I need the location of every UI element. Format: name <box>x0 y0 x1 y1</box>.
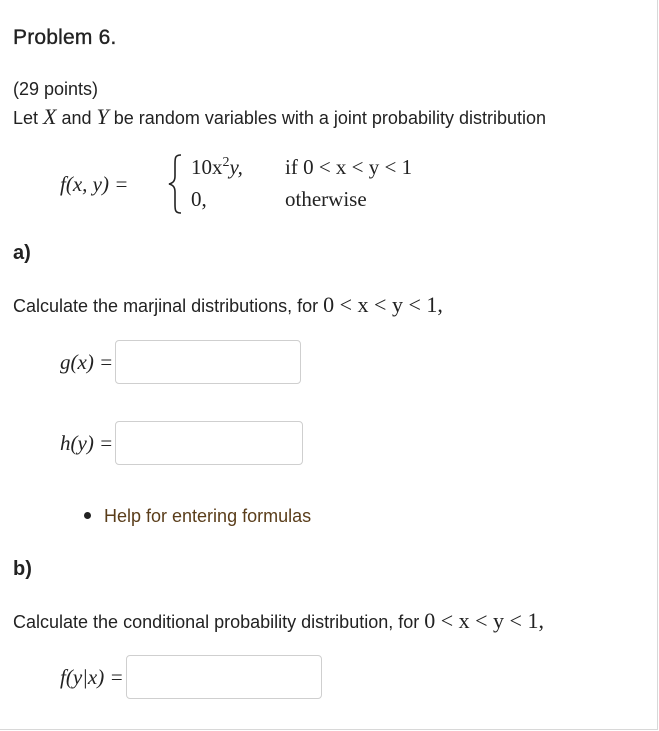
part-b-instruction-math: 0 < x < y < 1, <box>424 608 544 633</box>
part-a-instruction <box>13 292 443 318</box>
problem-title: Problem 6. <box>13 26 117 49</box>
part-a-instruction-math: 0 < x < y < 1, <box>323 292 443 317</box>
part-a-label: a) <box>13 242 31 264</box>
f-conditional-answer-input[interactable] <box>126 655 322 699</box>
f-conditional-answer-row <box>60 655 322 699</box>
joint-distribution-lhs: f(x, y) = <box>60 172 129 196</box>
problem-intro <box>13 104 546 130</box>
intro-text-start: Let <box>13 108 44 128</box>
g-answer-input[interactable] <box>115 340 301 384</box>
f-conditional-label: f(y|x) = <box>60 664 124 689</box>
intro-text-and: and <box>56 108 97 128</box>
help-list-item <box>84 506 311 527</box>
case-1-condition: if 0 < x < y < 1 <box>285 155 413 179</box>
bullet-icon <box>84 512 91 519</box>
problem-points: (29 points) <box>13 79 99 99</box>
part-a-instruction-text: Calculate the marjinal distributions, for <box>13 296 324 316</box>
variable-y: Y <box>96 104 109 129</box>
part-b-instruction <box>13 608 544 634</box>
part-b-instruction-text: Calculate the conditional probability distribution, for <box>13 612 425 632</box>
case-2-condition: otherwise <box>285 187 367 211</box>
g-label: g(x) = <box>60 349 114 374</box>
case-2-value: 0, <box>191 187 207 211</box>
intro-text-end: be random variables with a joint probability distribution <box>108 108 547 128</box>
h-answer-input[interactable] <box>115 421 303 465</box>
h-label: h(y) = <box>60 430 114 455</box>
help-formulas-link[interactable]: Help for entering formulas <box>104 506 312 526</box>
left-brace-icon <box>168 154 184 214</box>
g-answer-row <box>60 340 301 384</box>
part-b-label: b) <box>13 558 32 580</box>
case-1-value: $10x^2y$, <box>191 155 243 179</box>
variable-x: X <box>43 104 57 129</box>
h-answer-row <box>60 421 303 465</box>
